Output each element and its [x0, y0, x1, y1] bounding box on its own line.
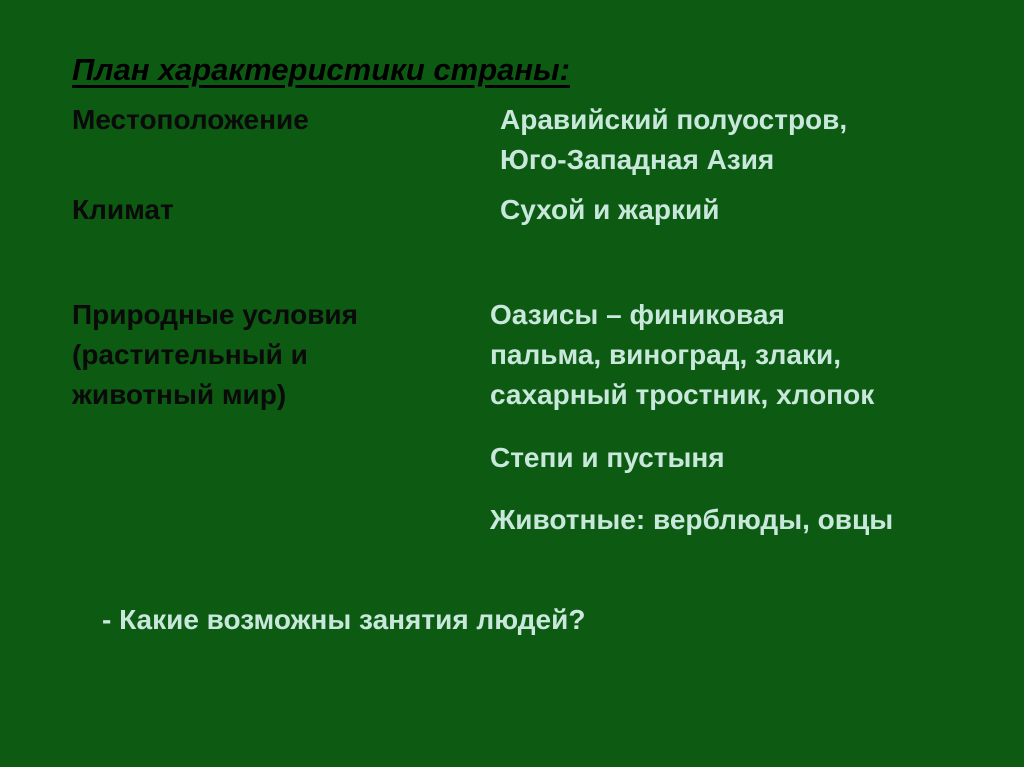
label-nature-line-1: Природные условия: [72, 299, 358, 330]
label-nature-line-2: (растительный и: [72, 339, 308, 370]
value-nature-line-1: Оазисы – финиковая: [490, 299, 785, 330]
value-nature-line-2: пальма, виноград, злаки,: [490, 339, 841, 370]
label-climate: Климат: [72, 194, 174, 225]
value-climate: Сухой и жаркий: [500, 194, 720, 225]
slide-title: План характеристики страны:: [72, 52, 570, 87]
question-text: - Какие возможны занятия людей?: [102, 604, 586, 635]
value-nature-line-3: сахарный тростник, хлопок: [490, 379, 875, 410]
label-nature-line-3: животный мир): [72, 379, 287, 410]
label-location: Местоположение: [72, 104, 309, 135]
value-location-line-2: Юго-Западная Азия: [500, 144, 775, 175]
value-location-line-1: Аравийский полуостров,: [500, 104, 848, 135]
value-nature-steppes: Степи и пустыня: [490, 442, 725, 473]
value-nature-animals: Животные: верблюды, овцы: [490, 504, 894, 535]
